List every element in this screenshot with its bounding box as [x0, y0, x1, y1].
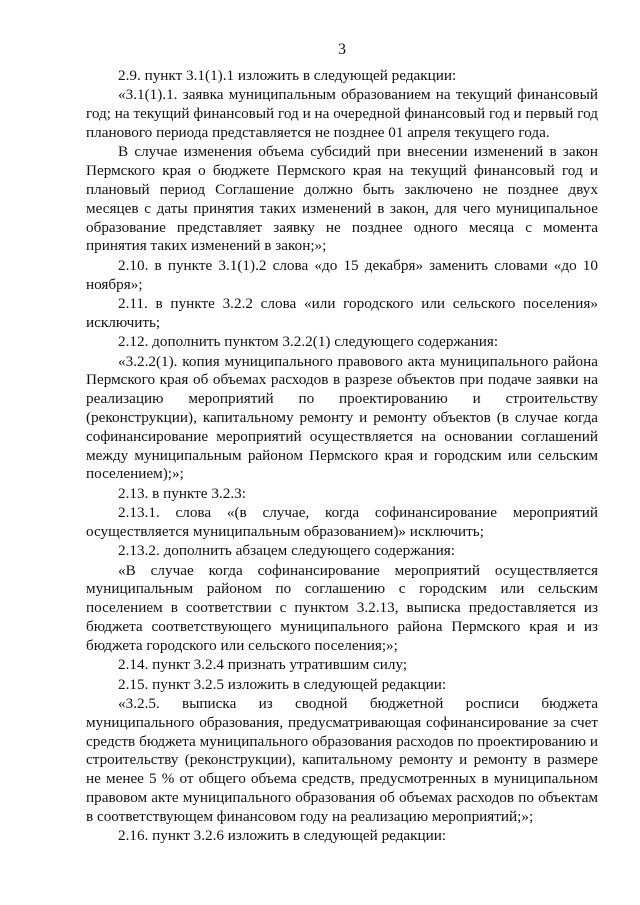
paragraph-2-11: 2.11. в пункте 3.2.2 слова «или городского или сельского поселения» исключить;	[86, 294, 598, 331]
paragraph-2-13-2: 2.13.2. дополнить абзацем следующего содержания:	[118, 542, 455, 560]
paragraph-3-2-2-1-quote: «3.2.2(1). копия муниципального правового акта муниципального района Пермского края об объемах расходов в разрезе объектов при подаче заявки на реализацию мероприятий по проектированию и строительству (реконструкции), капитальному ремонту и ремонту объектов (в случае когда софинансирование мероприятий осуществляется на основании соглашений между муниципальным районом Пермского края и городским или сельским поселением);»;	[86, 352, 598, 483]
page-number: 3	[338, 41, 346, 58]
paragraph-2-14: 2.14. пункт 3.2.4 признать утратившим силу;	[118, 656, 408, 674]
paragraph-2-15: 2.15. пункт 3.2.5 изложить в следующей редакции:	[118, 675, 447, 693]
paragraph-2-9: 2.9. пункт 3.1(1).1 изложить в следующей редакции:	[118, 67, 457, 84]
paragraph-3-1-1-1-quote: «3.1(1).1. заявка муниципальным образованием на текущий финансовый год; на текущий финансовый год и на очередной финансовый год и первый год планового периода представляется не позднее 01 апреля текущего года.	[86, 86, 598, 141]
document-body	[86, 67, 598, 846]
paragraph-2-10: 2.10. в пункте 3.1(1).2 слова «до 15 декабря» заменить словами «до 10 ноября»;	[86, 256, 598, 293]
paragraph-2-13: 2.13. в пункте 3.2.3:	[118, 484, 246, 502]
paragraph-2-16: 2.16. пункт 3.2.6 изложить в следующей редакции:	[118, 827, 447, 845]
paragraph-2-13-1: 2.13.1. слова «(в случае, когда софинансирование мероприятий осуществляется муниципальным образованием)» исключить;	[86, 504, 598, 540]
paragraph-2-12: 2.12. дополнить пунктом 3.2.2(1) следующего содержания:	[118, 333, 499, 351]
paragraph-subsidy-change: В случае изменения объема субсидий при внесении изменений в закон Пермского края о бюджете Пермского края на текущий финансовый год и плановый период Соглашение должно быть заключено не позднее двух месяцев с даты принятия таких изменений в закон, для чего муниципальное образование представляет заявку не позднее одного месяца с момента принятия таких изменений в закон;»;	[86, 143, 598, 255]
paragraph-cofinancing-quote: «В случае когда софинансирование мероприятий осуществляется муниципальным районом по соглашению с городским или сельским поселением в соответствии с пунктом 3.2.13, выписка предоставляется из бюджета соответствующего муниципального района Пермского края и из бюджета городского или сельского поселения;»;	[86, 561, 598, 654]
paragraph-3-2-5-quote: «3.2.5. выписка из сводной бюджетной росписи бюджета муниципального образования, предусматривающая софинансирование за счет средств бюджета муниципального образования расходов по проектированию и строительству (реконструкции), капитальному ремонту и ремонту в размере не менее 5 % от общего объема средств, предусмотренных в муниципальном правовом акте муниципального образования об объемах расходов по объектам в соответствующем финансовом году на реализацию мероприятий;»;	[86, 695, 598, 825]
